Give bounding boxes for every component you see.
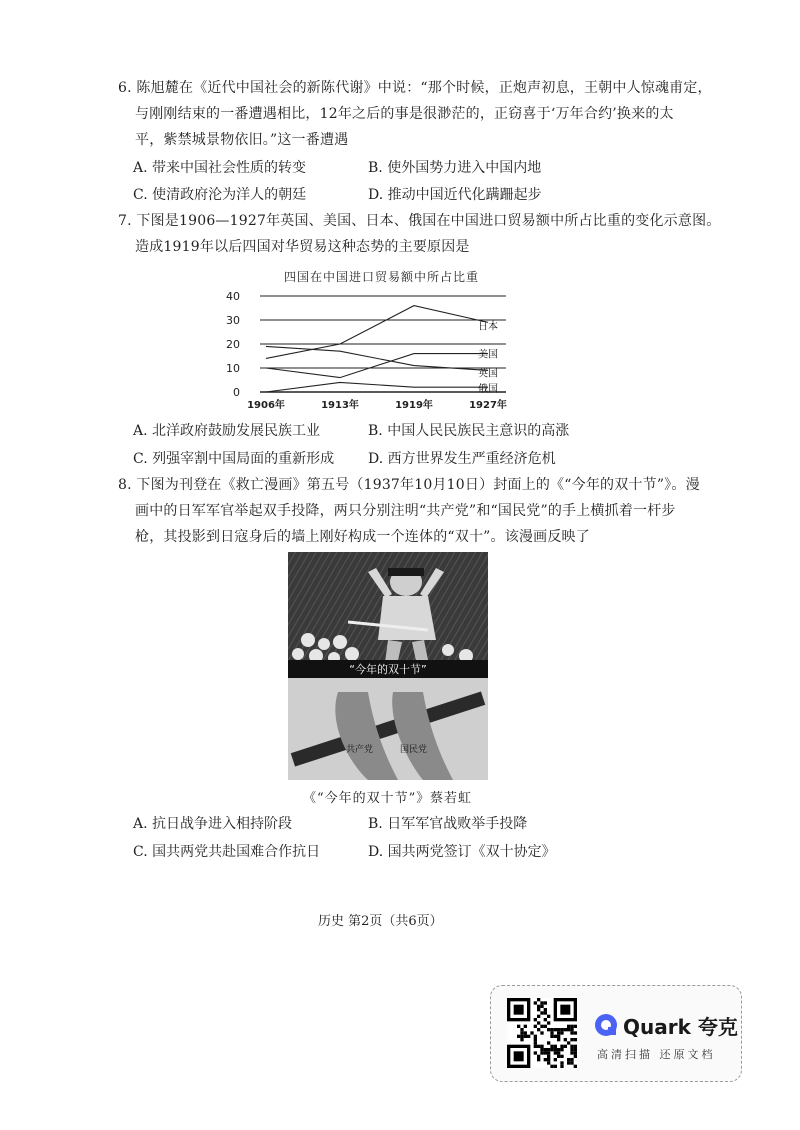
- x-tick-label: 1919年: [395, 400, 433, 411]
- import-share-line-chart: [220, 282, 520, 414]
- q8-option-a: A. 抗日战争进入相持阶段: [133, 816, 293, 832]
- cartoon-caption-author: 蔡若虹: [430, 791, 473, 806]
- y-tick-label: 30: [226, 314, 240, 327]
- x-tick-label: 1927年: [469, 400, 507, 411]
- quark-tagline: 高清扫描 还原文档: [597, 1048, 716, 1061]
- q8-stem-line2: 画中的日军军官举起双手投降，两只分别注明“共产党”和“国民党”的手上横抓着一杆步: [135, 503, 676, 519]
- quark-logo-icon: [593, 1012, 619, 1038]
- q6-option-d: D. 推动中国近代化蹒跚起步: [368, 187, 542, 203]
- series-line: [266, 382, 488, 392]
- quark-scan-badge[interactable]: [490, 985, 742, 1082]
- cartoon-right-hand-label: 国民党: [400, 745, 428, 755]
- x-tick-label: 1913年: [321, 400, 359, 411]
- q8-option-c: C. 国共两党共赴国难合作抗日: [133, 844, 321, 860]
- q8-stem-line1: 8. 下图为刊登在《救亡漫画》第五号（1937年10月10日）封面上的《“今年的双十节”》。漫: [118, 477, 700, 493]
- quark-brand-name: Quark 夸克: [623, 1015, 738, 1039]
- q8-option-b: B. 日军军官战败举手投降: [368, 816, 528, 832]
- series-line: [266, 346, 488, 370]
- q7-option-a: A. 北洋政府鼓励发展民族工业: [133, 423, 321, 439]
- q8-stem-line3: 枪，其投影到日寇身后的墙上刚好构成一个连体的“双十”。该漫画反映了: [135, 529, 590, 545]
- qr-code-icon: [507, 998, 577, 1068]
- q6-stem-line3: 平，紫禁城景物依旧。”这一番遭遇: [135, 132, 349, 148]
- series-label: 美国: [478, 349, 498, 361]
- q6-option-b: B. 使外国势力进入中国内地: [368, 160, 542, 176]
- q7-option-b: B. 中国人民民族民主意识的高涨: [368, 423, 570, 439]
- x-tick-label: 1906年: [247, 400, 285, 411]
- q7-option-d: D. 西方世界发生严重经济危机: [368, 451, 556, 467]
- series-label: 日本: [478, 321, 498, 333]
- y-tick-label: 10: [226, 362, 240, 375]
- page-footer: 历史 第2页（共6页）: [318, 914, 443, 929]
- series-label: 英国: [478, 368, 498, 380]
- cartoon-image: [288, 552, 488, 780]
- cartoon-left-hand-label: 共产党: [346, 745, 374, 755]
- cartoon-caption-title: 《“今年的双十节”》: [303, 791, 431, 806]
- q6-option-c: C. 使清政府沦为洋人的朝廷: [133, 187, 307, 203]
- q6-stem-line2: 与刚刚结束的一番遭遇相比，12年之后的事是很渺茫的，正窃喜于‘万年合约’换来的太: [135, 106, 674, 122]
- q7-stem-line1: 7. 下图是1906—1927年英国、美国、日本、俄国在中国进口贸易额中所占比重的变化示意图。: [118, 213, 721, 229]
- chart-title: 四国在中国进口贸易额中所占比重: [284, 270, 480, 284]
- series-line: [266, 306, 488, 359]
- y-tick-label: 40: [226, 290, 240, 303]
- q6-stem-line1: 6. 陈旭麓在《近代中国社会的新陈代谢》中说：“那个时候，正炮声初息，王朝中人惊魂甫定，: [118, 80, 712, 96]
- series-line: [266, 354, 488, 378]
- cartoon-banner-text: “今年的双十节”: [349, 663, 427, 676]
- series-label: 俄国: [478, 384, 498, 396]
- q6-option-a: A. 带来中国社会性质的转变: [133, 160, 307, 176]
- q8-option-d: D. 国共两党签订《双十协定》: [368, 844, 556, 860]
- y-tick-label: 20: [226, 338, 240, 351]
- y-tick-label: 0: [233, 386, 240, 399]
- q7-stem-line2: 造成1919年以后四国对华贸易这种态势的主要原因是: [135, 239, 470, 255]
- q7-option-c: C. 列强宰割中国局面的重新形成: [133, 451, 335, 467]
